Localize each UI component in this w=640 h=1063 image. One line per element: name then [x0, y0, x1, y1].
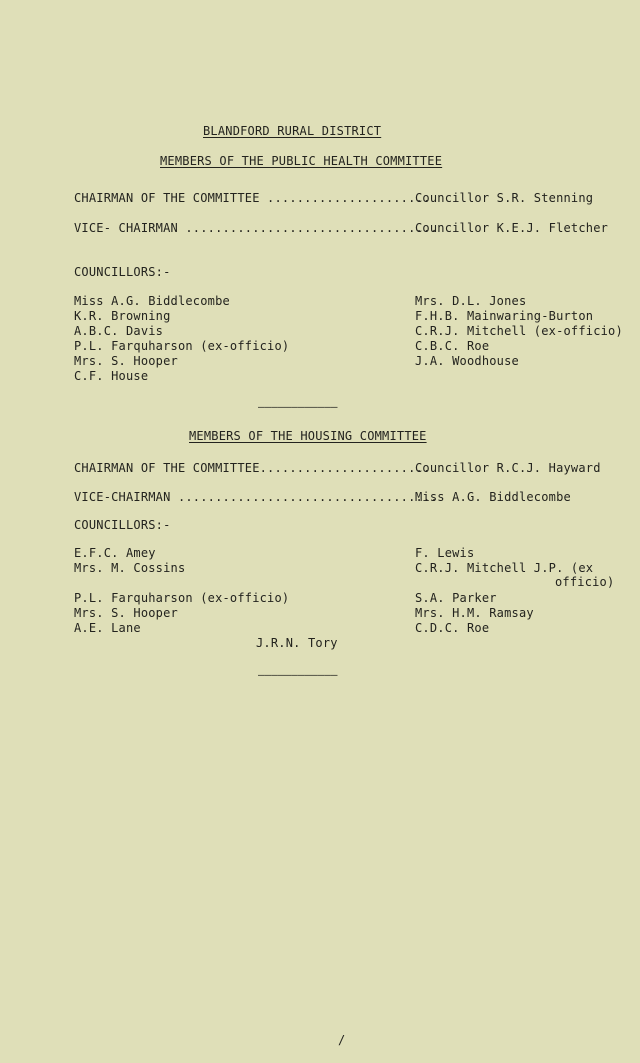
list-item: Mrs. H.M. Ramsay: [415, 606, 534, 620]
list-item: Mrs. M. Cossins: [74, 561, 186, 575]
list-item: A.B.C. Davis: [74, 324, 164, 338]
housing-vice-name: Miss A.G. Biddlecombe: [415, 490, 571, 504]
health-vice-label: VICE- CHAIRMAN ..................................: [74, 221, 438, 235]
list-item: S.A. Parker: [415, 591, 497, 605]
list-item: F. Lewis: [415, 546, 475, 560]
list-item: C.F. House: [74, 369, 149, 383]
health-chair-label: CHAIRMAN OF THE COMMITTEE ......................: [74, 191, 431, 205]
list-item: Mrs. D.L. Jones: [415, 294, 527, 308]
list-item: Mrs. S. Hooper: [74, 606, 178, 620]
list-item: A.E. Lane: [74, 621, 141, 635]
district-heading: BLANDFORD RURAL DISTRICT: [203, 124, 382, 138]
housing-chair-name: Councillor R.C.J. Hayward: [415, 461, 601, 475]
housing-committee-title: MEMBERS OF THE HOUSING COMMITTEE: [189, 429, 427, 443]
housing-vice-label: VICE-CHAIRMAN ...................................: [74, 490, 438, 504]
list-item: K.R. Browning: [74, 309, 171, 323]
list-item: C.R.J. Mitchell (ex-officio): [415, 324, 623, 338]
list-item: C.B.C. Roe: [415, 339, 490, 353]
housing-councillors-label: COUNCILLORS:-: [74, 518, 171, 532]
health-councillors-label: COUNCILLORS:-: [74, 265, 171, 279]
list-item: officio): [555, 575, 615, 589]
list-item: F.H.B. Mainwaring-Burton: [415, 309, 594, 323]
page-mark: /: [338, 1033, 346, 1047]
list-item: E.F.C. Amey: [74, 546, 156, 560]
list-item: C.R.J. Mitchell J.P. (ex: [415, 561, 594, 575]
health-chair-name: Councillor S.R. Stenning: [415, 191, 594, 205]
health-committee-title: MEMBERS OF THE PUBLIC HEALTH COMMITTEE: [160, 154, 443, 168]
health-vice-name: Councillor K.E.J. Fletcher: [415, 221, 609, 235]
list-item: J.A. Woodhouse: [415, 354, 519, 368]
list-item: P.L. Farquharson (ex-officio): [74, 591, 290, 605]
list-item: Miss A.G. Biddlecombe: [74, 294, 230, 308]
list-item: C.D.C. Roe: [415, 621, 490, 635]
list-item: Mrs. S. Hooper: [74, 354, 178, 368]
list-item: P.L. Farquharson (ex-officio): [74, 339, 290, 353]
health-divider: ————————————: [258, 400, 338, 413]
housing-extra-member: J.R.N. Tory: [256, 636, 338, 650]
housing-divider: ————————————: [258, 668, 338, 681]
housing-chair-label: CHAIRMAN OF THE COMMITTEE.......................: [74, 461, 431, 475]
